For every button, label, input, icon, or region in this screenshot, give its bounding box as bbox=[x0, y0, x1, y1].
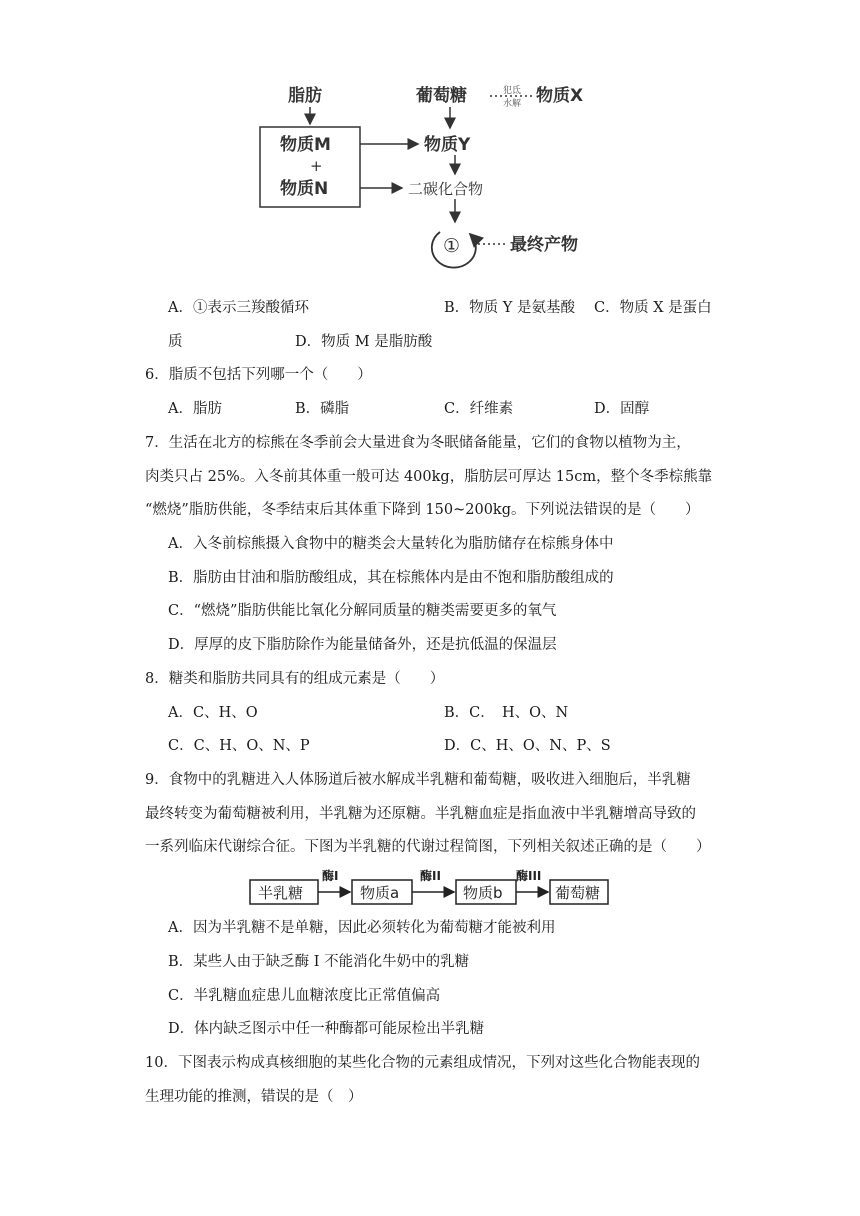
condition-bottom-label: 水解 bbox=[503, 99, 522, 109]
q9-stem-line2: 最终转变为葡萄糖被利用，半乳糖为还原糖。半乳糖血症是指血液中半乳糖增高导致的 bbox=[145, 806, 696, 822]
q9-stem-line3: 一系列临床代谢综合征。下图为半乳糖的代谢过程简图，下列相关叙述正确的是（ ） bbox=[145, 839, 711, 855]
q7-option-d[interactable]: D．厚厚的皮下脂肪除作为能量储备外，还是抗低温的保温层 bbox=[168, 637, 557, 653]
q9-option-b[interactable]: B．某些人由于缺乏酶 I 不能消化牛奶中的乳糖 bbox=[168, 954, 470, 970]
q5-option-a[interactable]: A．①表示三羧酸循环 bbox=[168, 300, 309, 316]
galactose-pathway-diagram bbox=[0, 868, 860, 918]
q7-stem-line3: “燃烧”脂肪供能，冬季结束后其体重下降到 150~200kg。下列说法错误的是（ ） bbox=[145, 502, 700, 518]
enzyme1-label: 酶I bbox=[322, 869, 339, 883]
q6-option-c[interactable]: C．纤维素 bbox=[444, 401, 514, 417]
q5-option-c-continued: 质 bbox=[168, 334, 183, 350]
q8-option-d[interactable]: D．C、H、O、N、P、S bbox=[444, 738, 611, 754]
substance-y-label: 物质Y bbox=[424, 135, 471, 155]
final-product-label: 最终产物 bbox=[510, 235, 578, 255]
q7-option-a[interactable]: A．入冬前棕熊摄入食物中的糖类会大量转化为脂肪储存在棕熊身体中 bbox=[168, 536, 614, 552]
q7-option-c[interactable]: C．“燃烧”脂肪供能比氧化分解同质量的糖类需要更多的氧气 bbox=[168, 603, 557, 619]
q6-option-b[interactable]: B．磷脂 bbox=[295, 401, 350, 417]
q6-stem: 6．脂质不包括下列哪一个（ ） bbox=[145, 367, 372, 383]
enzyme2-label: 酶II bbox=[420, 869, 441, 883]
q8-option-c[interactable]: C．C、H、O、N、P bbox=[168, 738, 310, 754]
q9-option-c[interactable]: C．半乳糖血症患儿血糖浓度比正常值偏高 bbox=[168, 988, 441, 1004]
q7-stem-line1: 7．生活在北方的棕熊在冬季前会大量进食为冬眠储备能量，它们的食物以植物为主， bbox=[145, 435, 691, 451]
substance-x-label: 物质X bbox=[536, 86, 584, 106]
substance-m-label: 物质M bbox=[280, 135, 331, 155]
q9-option-d[interactable]: D．体内缺乏图示中任一种酶都可能尿检出半乳糖 bbox=[168, 1021, 485, 1037]
plus-label: + bbox=[310, 157, 323, 175]
q8-option-b[interactable]: B．C． H、O、N bbox=[444, 705, 569, 721]
condition-top-label: 犯氐 bbox=[503, 86, 522, 96]
q7-option-b[interactable]: B．脂肪由甘油和脂肪酸组成，其在棕熊体内是由不饱和脂肪酸组成的 bbox=[168, 570, 614, 586]
two-carbon-label: 二碳化合物 bbox=[408, 180, 484, 198]
substance-a-label: 物质a bbox=[360, 884, 400, 902]
q10-stem-line1: 10．下图表示构成真核细胞的某些化合物的元素组成情况，下列对这些化合物能表现的 bbox=[145, 1055, 700, 1071]
q5-option-d[interactable]: D．物质 M 是脂肪酸 bbox=[295, 334, 433, 350]
substance-n-label: 物质N bbox=[280, 179, 329, 199]
q9-option-a[interactable]: A．因为半乳糖不是单糖，因此必须转化为葡萄糖才能被利用 bbox=[168, 920, 556, 936]
enzyme3-label: 酶III bbox=[516, 869, 542, 883]
cycle-mark: ① bbox=[443, 235, 461, 257]
q8-option-a[interactable]: A．C、H、O bbox=[168, 705, 258, 721]
fat-label: 脂肪 bbox=[288, 86, 322, 106]
q5-option-c[interactable]: C．物质 X 是蛋白 bbox=[594, 300, 712, 316]
q10-stem-line2: 生理功能的推测，错误的是（ ） bbox=[145, 1089, 363, 1105]
q9-stem-line1: 9．食物中的乳糖进入人体肠道后被水解成半乳糖和葡萄糖，吸收进入细胞后，半乳糖 bbox=[145, 772, 691, 788]
glucose-label-2: 葡萄糖 bbox=[555, 884, 601, 902]
q7-stem-line2: 肉类只占 25%。入冬前其体重一般可达 400kg，脂肪层可厚达 15cm，整个冬季棕熊靠 bbox=[145, 469, 713, 485]
substance-b-label: 物质b bbox=[463, 884, 503, 902]
glucose-label: 葡萄糖 bbox=[416, 86, 467, 106]
metabolism-diagram bbox=[0, 0, 860, 280]
q6-option-d[interactable]: D．固醇 bbox=[594, 401, 650, 417]
q5-option-b[interactable]: B．物质 Y 是氨基酸 bbox=[444, 300, 575, 316]
galactose-label: 半乳糖 bbox=[258, 884, 304, 902]
q6-option-a[interactable]: A．脂肪 bbox=[168, 401, 222, 417]
q8-stem: 8．糖类和脂肪共同具有的组成元素是（ ） bbox=[145, 671, 445, 687]
